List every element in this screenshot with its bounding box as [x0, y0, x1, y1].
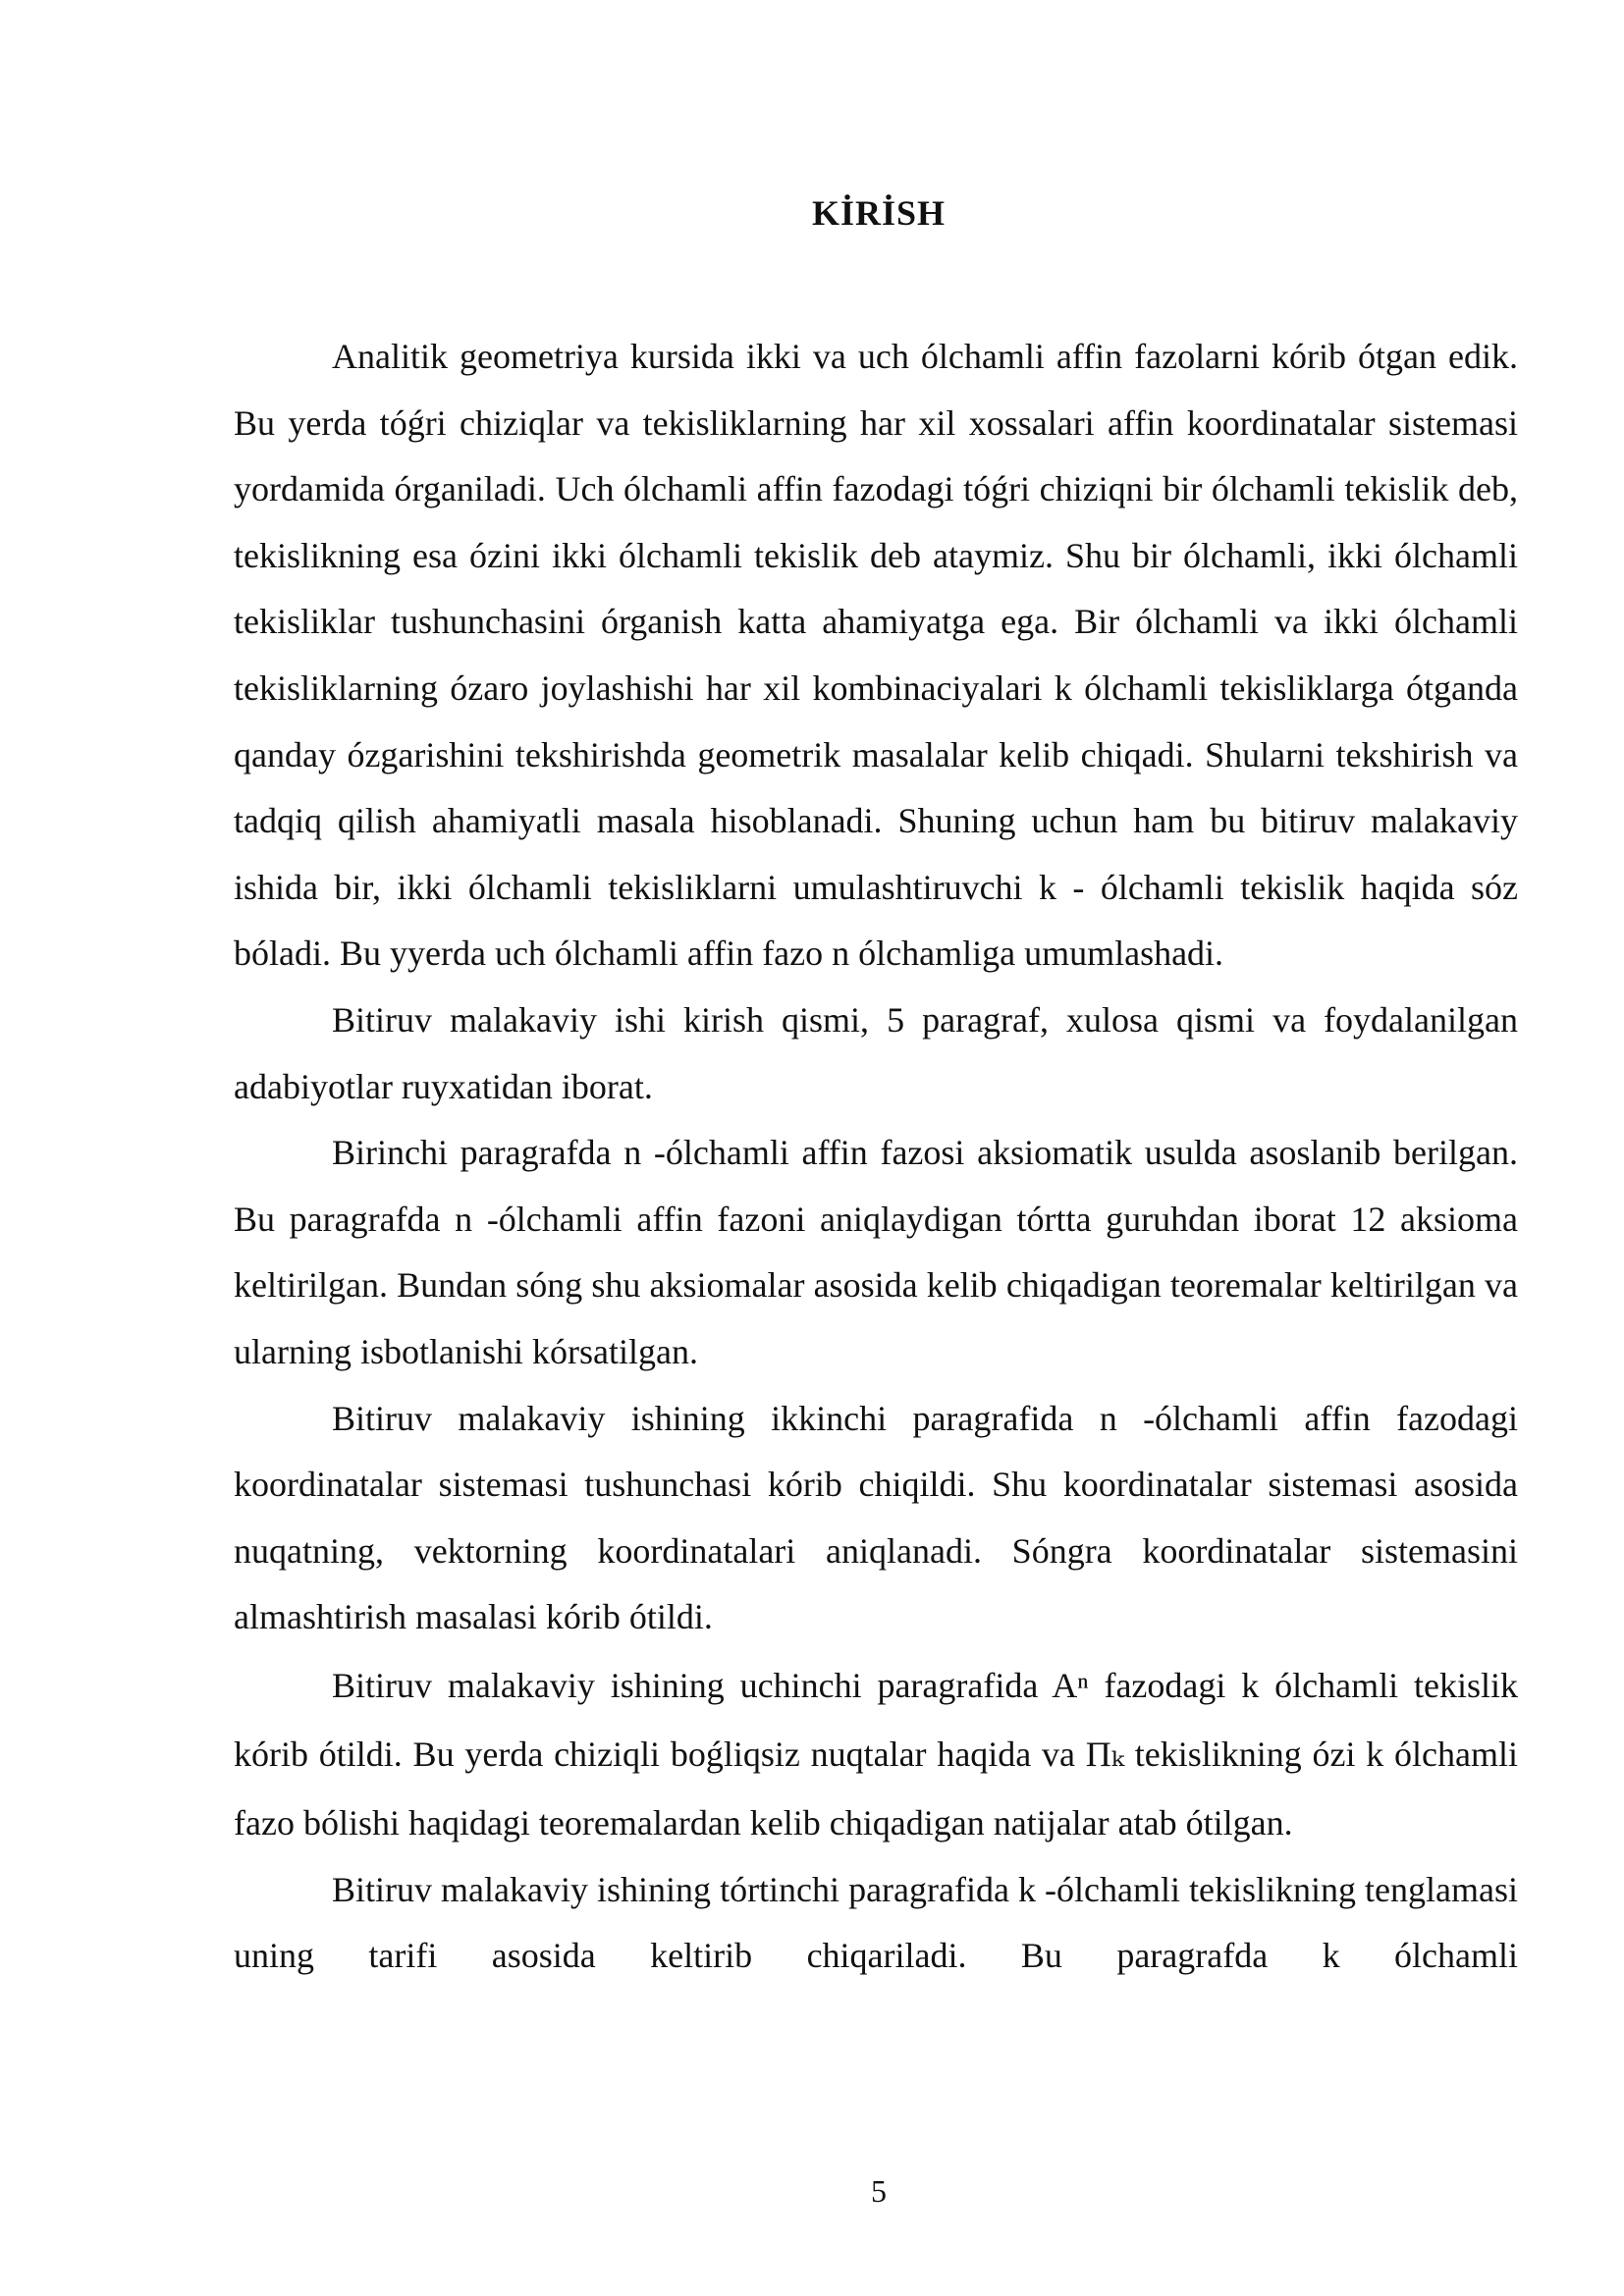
page-number: 5 — [871, 2173, 887, 2209]
paragraph-3: Birinchi paragrafda n -ólchamli affin fazosi aksiomatik usulda asoslanib berilgan. Bu paragrafda n -ólchamli affin fazoni aniqlaydigan tórtta guruhdan iborat 12 aksioma keltirilgan. Bundan sóng shu aksiomalar asosida kelib chiqadigan teoremalar keltirilgan va ularning isbotlanishi kórsatilgan. — [234, 1133, 1518, 1371]
paragraph-1: Analitik geometriya kursida ikki va uch ólchamli affin fazolarni kórib ótgan edik. Bu yerda tóǵri chiziqlar va tekisliklarning har xil xossalari affin koordinatalar sistemasi yordamida órganiladi. Uch ólchamli affin fazodagi tóǵri chiziqni bir ólchamli tekislik deb, tekislikning esa ózini ikki ólchamli tekislik deb ataymiz. Shu bir ólchamli, ikki ólchamli tekisliklar tushunchasini órganish katta ahamiyatga ega. Bir ólchamli va ikki ólchamli tekisliklarning ózaro joylashishi har xil kombinaciyalari k ólchamli tekisliklarga ótganda qanday ózgarishini tekshirishda geometrik masalalar kelib chiqadi. Shularni tekshirish va tadqiq qilish ahamiyatli masala hisoblanadi. Shuning uchun ham bu bitiruv malakaviy ishida bir, ikki ólchamli tekisliklarni umulashtiruvchi k - ólchamli tekislik haqida sóz bóladi. Bu yyerda uch ólchamli affin fazo n ólchamliga umumlashadi. — [234, 337, 1518, 974]
paragraph-6: Bitiruv malakaviy ishining tórtinchi paragrafida k -ólchamli tekislikning tenglamasi uning tarifi asosida keltirib chiqariladi. Bu paragrafda k ólchamli — [234, 1869, 1518, 1976]
paragraph-2: Bitiruv malakaviy ishi kirish qismi, 5 paragraf, xulosa qismi va foydalanilgan adabiyotlar ruyxatidan iborat. — [234, 999, 1518, 1106]
paragraph-4: Bitiruv malakaviy ishining ikkinchi paragrafida n -ólchamli affin fazodagi koordinatalar sistemasi tushunchasi kórib chiqildi. Shu koordinatalar sistemasi asosida nuqatning, vektorning koordinatalari aniqlanadi. Sóngra koordinatalar sistemasini almashtirish masalasi kórib ótildi. — [234, 1398, 1518, 1637]
paragraph-5: Bitiruv malakaviy ishining uchinchi paragrafida Aⁿ fazodagi k ólchamli tekislik kórib ótildi. Bu yerda chiziqli boǵliqsiz nuqtalar haqida va Πₖ tekislikning ózi k ólchamli fazo bólishi haqidagi teoremalardan kelib chiqadigan natijalar atab ótilgan. — [234, 1665, 1518, 1842]
page-title: KİRİSH — [811, 193, 947, 233]
body-text — [234, 324, 1518, 1990]
